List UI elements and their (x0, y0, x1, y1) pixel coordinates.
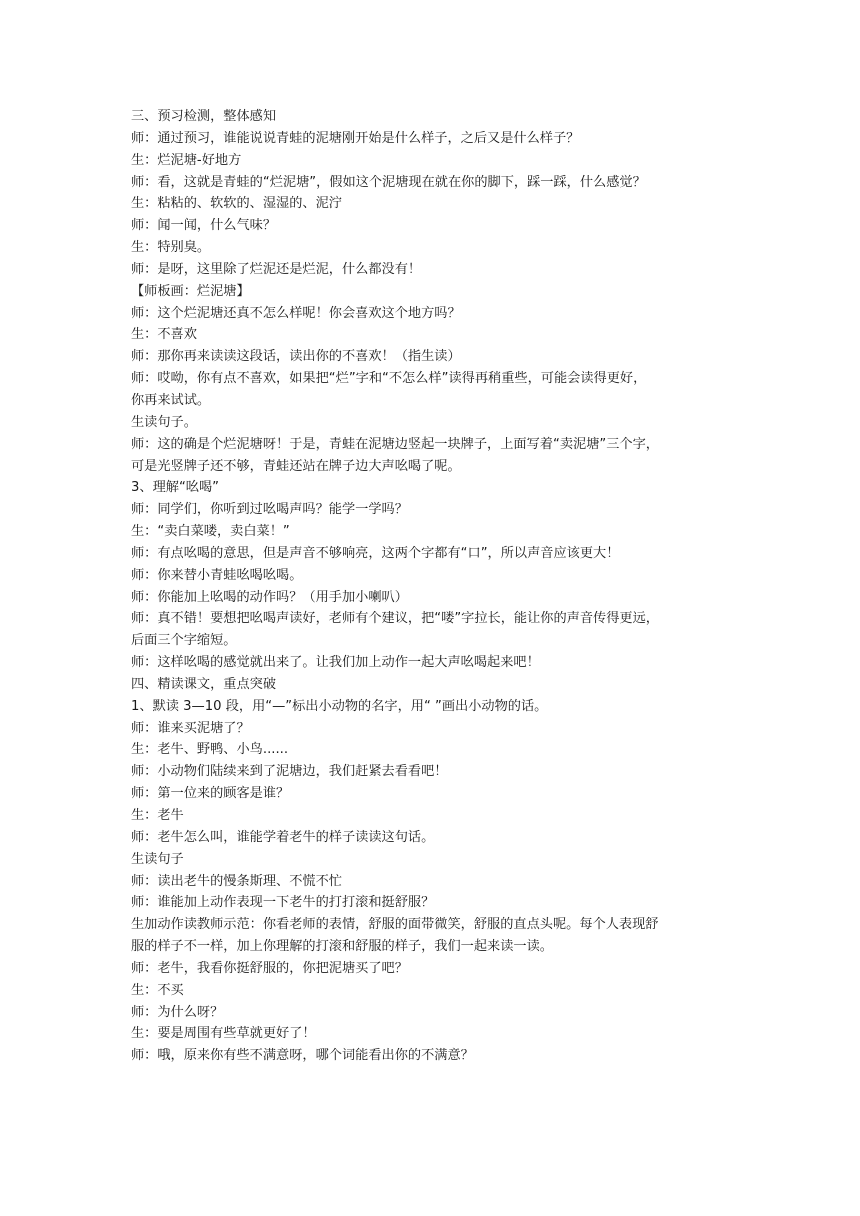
text-line: 1、默读 3—10 段，用“—”标出小动物的名字，用“ ”画出小动物的话。 (131, 698, 548, 714)
text-line: 【师板画：烂泥塘】 (131, 283, 250, 299)
text-line: 生：“卖白菜喽，卖白菜！” (131, 524, 290, 540)
text-line: 生：粘粘的、软软的、湿湿的、泥泞 (131, 196, 342, 212)
text-line: 师：这个烂泥塘还真不怎么样呢！你会喜欢这个地方吗？ (131, 305, 461, 321)
text-line: 四、精读课文，重点突破 (131, 676, 277, 692)
text-line: 服的样子不一样，加上你理解的打滚和舒服的样子，我们一起来读一读。 (131, 939, 553, 955)
text-line: 师：那你再来读读这段话，读出你的不喜欢！（指生读） (131, 349, 461, 365)
text-line: 师：哎呦，你有点不喜欢，如果把“烂”字和“不怎么样”读得再稍重些，可能会读得更好， (131, 371, 647, 387)
text-line: 生加动作读教师示范：你看老师的表情，舒服的面带微笑，舒服的直点头呢。每个人表现舒 (131, 917, 659, 933)
text-line: 师：谁来买泥塘了？ (131, 720, 250, 736)
text-line: 师：同学们，你听到过吆喝声吗？能学一学吗？ (131, 502, 408, 518)
text-line: 生：不买 (131, 982, 184, 998)
text-line: 师：读出老牛的慢条斯理、不慌不忙 (131, 873, 342, 889)
text-line: 生读句子。 (131, 414, 197, 430)
text-line: 生：要是周围有些草就更好了！ (131, 1026, 316, 1042)
text-line: 师：看，这就是青蛙的“烂泥塘”，假如这个泥塘现在就在你的脚下，踩一踩，什么感觉？ (131, 174, 646, 190)
text-line: 生：老牛、野鸭、小鸟...... (131, 742, 289, 758)
text-line: 师：通过预习，谁能说说青蛙的泥塘刚开始是什么样子，之后又是什么样子？ (131, 130, 580, 146)
document-body (131, 106, 731, 1067)
text-line: 师：有点吆喝的意思，但是声音不够响亮，这两个字都有“口”，所以声音应该更大！ (131, 545, 620, 561)
text-line: 生读句子 (131, 851, 184, 867)
text-line: 生：老牛 (131, 808, 184, 823)
text-line: 生：不喜欢 (131, 327, 197, 343)
text-line: 师：为什么呀？ (131, 1004, 224, 1020)
text-line: 你再来试试。 (131, 392, 211, 408)
text-line: 生：烂泥塘-好地方 (131, 152, 242, 168)
text-line: 3、理解“吆喝” (131, 480, 219, 496)
text-line: 三、预习检测，整体感知 (131, 109, 277, 124)
text-line: 师：谁能加上动作表现一下老牛的打打滚和挺舒服？ (131, 895, 435, 911)
text-line: 师：闻一闻，什么气味？ (131, 218, 277, 234)
text-line: 师：第一位来的顾客是谁？ (131, 786, 290, 802)
text-line: 师：这的确是个烂泥塘呀！于是，青蛙在泥塘边竖起一块牌子，上面写着“卖泥塘”三个字， (131, 436, 659, 452)
text-line: 后面三个字缩短。 (131, 633, 237, 649)
text-line: 可是光竖牌子还不够，青蛙还站在牌子边大声吆喝了呢。 (131, 458, 461, 474)
text-line: 师：小动物们陆续来到了泥塘边，我们赶紧去看看吧！ (131, 764, 448, 780)
text-line: 师：你能加上吆喝的动作吗？（用手加小喇叭） (131, 589, 408, 605)
text-line: 生：特别臭。 (131, 240, 211, 256)
text-line: 师：老牛怎么叫，谁能学着老牛的样子读读这句话。 (131, 829, 435, 845)
text-line: 师：哦，原来你有些不满意呀，哪个词能看出你的不满意？ (131, 1048, 474, 1064)
text-line: 师：这样吆喝的感觉就出来了。让我们加上动作一起大声吆喝起来吧！ (131, 655, 540, 671)
text-line: 师：你来替小青蛙吆喝吆喝。 (131, 567, 303, 583)
text-line: 师：是呀，这里除了烂泥还是烂泥，什么都没有！ (131, 261, 422, 277)
text-line: 师：真不错！要想把吆喝声读好，老师有个建议，把“喽”字拉长，能让你的声音传得更远， (131, 611, 659, 627)
text-line: 师：老牛，我看你挺舒服的，你把泥塘买了吧？ (131, 960, 408, 976)
